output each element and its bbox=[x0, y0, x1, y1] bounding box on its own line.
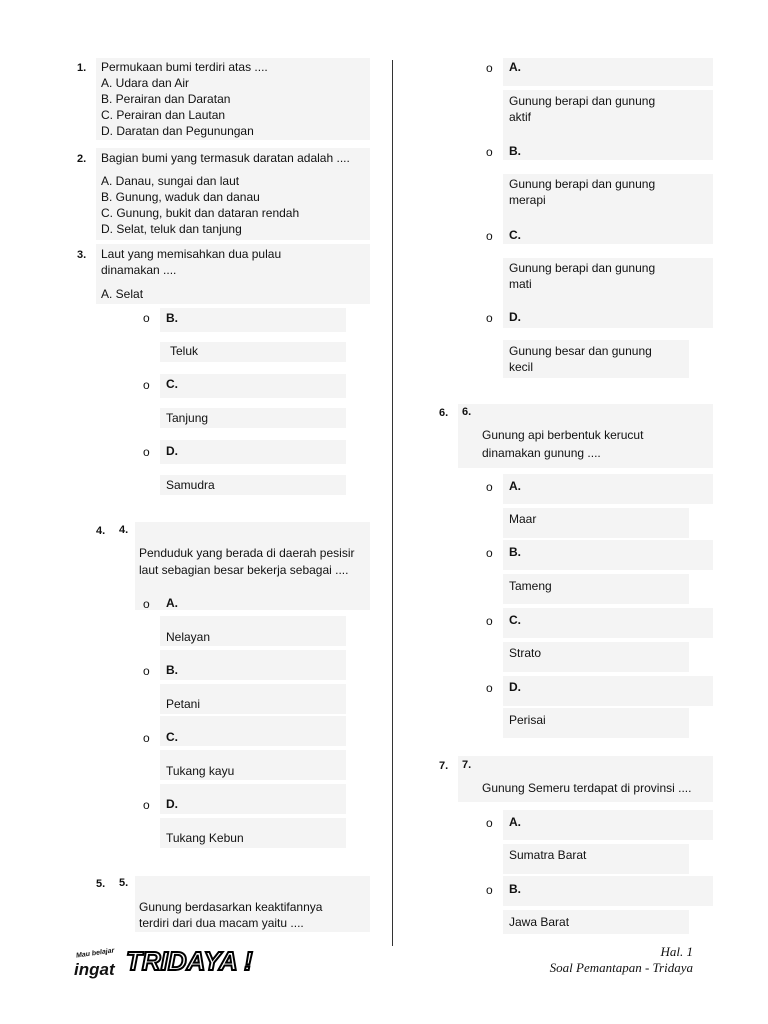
q5-d-bullet: o bbox=[486, 311, 493, 325]
q2-option-b: B. Gunung, waduk dan danau bbox=[101, 190, 260, 204]
q6-d-answer: Perisai bbox=[509, 713, 546, 727]
q5-a-line1: Gunung berapi dan gunung bbox=[509, 94, 656, 108]
q6-number: 6. bbox=[439, 407, 449, 419]
q4-text-line1: Penduduk yang berada di daerah pesisir bbox=[139, 546, 355, 560]
q6-a-answer: Maar bbox=[509, 512, 537, 526]
q7-text: Gunung Semeru terdapat di provinsi .... bbox=[482, 781, 692, 795]
q4-a-bullet: o bbox=[143, 597, 150, 611]
q4-c-answer: Tukang kayu bbox=[166, 764, 235, 778]
q4-b-letter: B. bbox=[166, 663, 178, 677]
q5-a-bullet: o bbox=[486, 61, 493, 75]
q1-option-b: B. Perairan dan Daratan bbox=[101, 92, 231, 106]
q5-b-line1: Gunung berapi dan gunung bbox=[509, 177, 656, 191]
q1-option-a: A. Udara dan Air bbox=[101, 76, 190, 90]
q1-option-d: D. Daratan dan Pegunungan bbox=[101, 124, 254, 138]
q6-c-letter: C. bbox=[509, 613, 521, 627]
q7-a-answer: Sumatra Barat bbox=[509, 848, 587, 862]
q2-text: Bagian bumi yang termasuk daratan adalah .... bbox=[101, 151, 350, 165]
q6-a-letter: A. bbox=[509, 479, 521, 493]
q4-text-line2: laut sebagian besar bekerja sebagai .... bbox=[139, 563, 349, 577]
q3-c-answer: Tanjung bbox=[166, 411, 209, 425]
q3-d-letter: D. bbox=[166, 444, 178, 458]
logo-brand: TRIDAYA ! bbox=[126, 946, 253, 976]
document-title: Soal Pemantapan - Tridaya bbox=[549, 960, 693, 975]
q6-b-letter: B. bbox=[509, 545, 521, 559]
q6-text-line2: dinamakan gunung .... bbox=[482, 446, 601, 460]
q3-c-bullet: o bbox=[143, 378, 150, 392]
q3-b-letter: B. bbox=[166, 311, 178, 325]
q7-b-letter: B. bbox=[509, 882, 521, 896]
q5-c-bullet: o bbox=[486, 229, 493, 243]
q3-number: 3. bbox=[77, 249, 87, 261]
q4-number: 4. bbox=[96, 525, 106, 537]
logo-tagline: Mau belajar bbox=[75, 947, 115, 960]
q5-text-line1: Gunung berdasarkan keaktifannya bbox=[139, 900, 323, 914]
q2-option-c: C. Gunung, bukit dan dataran rendah bbox=[101, 206, 300, 220]
q5-b-line2: merapi bbox=[509, 193, 546, 207]
q4-c-letter: C. bbox=[166, 730, 178, 744]
page-footer bbox=[480, 944, 693, 976]
q5-a-line2: aktif bbox=[509, 110, 532, 124]
q3-option-a: A. Selat bbox=[101, 287, 144, 301]
q4-d-letter: D. bbox=[166, 797, 178, 811]
q6-b-answer: Tameng bbox=[509, 579, 552, 593]
q6-number-inner: 6. bbox=[462, 406, 472, 418]
q6-text-line1: Gunung api berbentuk kerucut bbox=[482, 428, 644, 442]
q1-option-c: C. Perairan dan Lautan bbox=[101, 108, 226, 122]
q4-b-answer: Petani bbox=[166, 697, 201, 711]
q4-c-bullet: o bbox=[143, 731, 150, 745]
q6-a-bullet: o bbox=[486, 480, 493, 494]
q5-d-line2: kecil bbox=[509, 360, 534, 374]
q4-d-answer: Tukang Kebun bbox=[166, 831, 244, 845]
q7-a-bullet: o bbox=[486, 816, 493, 830]
q6-d-bullet: o bbox=[486, 681, 493, 695]
q3-c-letter: C. bbox=[166, 377, 178, 391]
logo-ingat: ingat bbox=[74, 960, 115, 979]
page-number: Hal. 1 bbox=[660, 944, 693, 959]
q1-number: 1. bbox=[77, 62, 87, 74]
q7-b-bullet: o bbox=[486, 883, 493, 897]
q7-a-letter: A. bbox=[509, 815, 521, 829]
q2-number: 2. bbox=[77, 153, 87, 165]
q6-c-answer: Strato bbox=[509, 646, 542, 660]
q6-c-bullet: o bbox=[486, 614, 493, 628]
q5-d-letter: D. bbox=[509, 310, 521, 324]
q7-b-answer: Jawa Barat bbox=[509, 915, 570, 929]
q3-text-line2: dinamakan .... bbox=[101, 263, 177, 277]
q4-d-bullet: o bbox=[143, 798, 150, 812]
tridaya-logo bbox=[72, 948, 272, 982]
q2-option-d: D. Selat, teluk dan tanjung bbox=[101, 222, 242, 236]
q3-d-bullet: o bbox=[143, 445, 150, 459]
q2-option-a: A. Danau, sungai dan laut bbox=[101, 174, 240, 188]
q5-b-letter: B. bbox=[509, 144, 521, 158]
q5-number-inner: 5. bbox=[119, 877, 129, 889]
q5-c-line1: Gunung berapi dan gunung bbox=[509, 261, 656, 275]
q4-a-answer: Nelayan bbox=[166, 630, 211, 644]
q3-b-answer: Teluk bbox=[170, 344, 199, 358]
q5-c-line2: mati bbox=[509, 277, 532, 291]
q5-text-line2: terdiri dari dua macam yaitu .... bbox=[139, 916, 304, 930]
q4-b-bullet: o bbox=[143, 664, 150, 678]
q3-text-line1: Laut yang memisahkan dua pulau bbox=[101, 247, 282, 261]
q4-number-inner: 4. bbox=[119, 524, 129, 536]
q6-d-letter: D. bbox=[509, 680, 521, 694]
q5-c-letter: C. bbox=[509, 228, 521, 242]
q3-b-bullet: o bbox=[143, 311, 150, 325]
q5-number: 5. bbox=[96, 878, 106, 890]
q5-a-letter: A. bbox=[509, 60, 521, 74]
q5-b-bullet: o bbox=[486, 145, 493, 159]
q6-b-bullet: o bbox=[486, 546, 493, 560]
q7-number-inner: 7. bbox=[462, 759, 472, 771]
q4-a-letter: A. bbox=[166, 596, 178, 610]
column-divider bbox=[392, 60, 393, 946]
q1-text: Permukaan bumi terdiri atas .... bbox=[101, 60, 268, 74]
q5-d-line1: Gunung besar dan gunung bbox=[509, 344, 652, 358]
q7-number: 7. bbox=[439, 760, 449, 772]
q3-d-answer: Samudra bbox=[166, 478, 215, 492]
